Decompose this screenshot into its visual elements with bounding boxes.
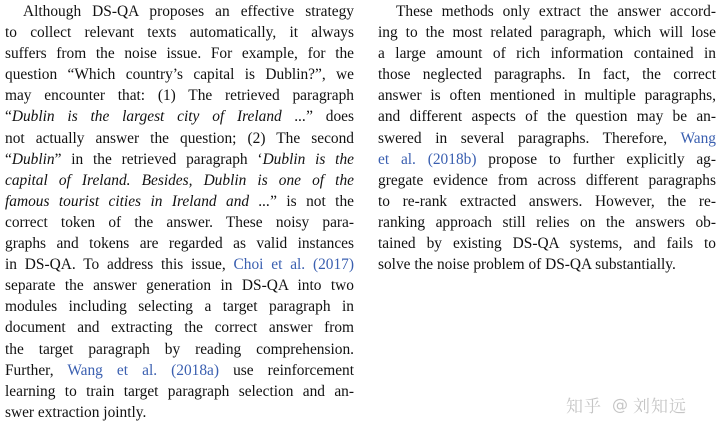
text-line: suffers from the noise issue. For example, for the bbox=[5, 45, 354, 63]
watermark-at: @ bbox=[612, 395, 629, 414]
text-line: to re-rank extracted answers. However, the re- bbox=[378, 192, 716, 210]
citation-link[interactable]: Choi et al. (2017) bbox=[233, 256, 354, 274]
text-line: These methods only extract the answer accord- bbox=[396, 3, 716, 20]
text-line: “Dublin is the largest city of Ireland ...” does bbox=[5, 108, 354, 126]
zhihu-watermark bbox=[566, 392, 687, 417]
text-line: learning to train target paragraph selection and an- bbox=[5, 382, 354, 400]
italic-text: famous tourist cities in Ireland and ... bbox=[5, 192, 271, 210]
watermark-site: 知乎 bbox=[566, 397, 602, 417]
text-line: “Dublin” in the retrieved paragraph ‘Dublin is the bbox=[5, 150, 354, 168]
text-line: modules including selecting a target paragraph in bbox=[5, 298, 354, 316]
text-line: not actually answer the question; (2) The second bbox=[5, 129, 354, 147]
italic-text: Dublin bbox=[11, 150, 55, 168]
text-line: the target paragraph by reading comprehension. bbox=[5, 340, 354, 358]
text-line: document and extracting the correct answer from bbox=[5, 319, 354, 337]
text-line: swered in several paragraphs. Therefore, Wang bbox=[378, 129, 716, 147]
text-line: et al. (2018b) propose to further explicitly ag- bbox=[378, 150, 717, 168]
text-line: and different aspects of the question may be an- bbox=[378, 108, 716, 126]
text-line bbox=[5, 170, 354, 191]
text-line: gregate evidence from across different paragraphs bbox=[378, 171, 716, 189]
text-line: answer is often mentioned in multiple paragraphs, bbox=[378, 87, 716, 105]
text-line: famous tourist cities in Ireland and ...” is not the bbox=[5, 192, 354, 210]
text-line: those neglected paragraphs. In fact, the correct bbox=[378, 66, 716, 84]
text-line: ing to the most related paragraph, which will lose bbox=[378, 24, 716, 42]
text-line: to collect relevant texts automatically, it always bbox=[5, 24, 354, 42]
text-line: solve the noise problem of DS-QA substantially. bbox=[378, 256, 676, 274]
right-column bbox=[378, 1, 716, 275]
italic-text: Dublin is the largest city of Ireland ... bbox=[11, 108, 307, 126]
italic-text: capital of Ireland. Besides, Dublin is one of the bbox=[5, 171, 354, 189]
watermark-author: 刘知远 bbox=[633, 397, 687, 417]
italic-text: Dublin is the bbox=[262, 150, 354, 168]
text-line: separate the answer generation in DS-QA into two bbox=[5, 277, 354, 295]
text-line: Further, Wang et al. (2018a) use reinforcement bbox=[5, 361, 354, 379]
text-line: correct token of the answer. These noisy para- bbox=[5, 213, 354, 231]
text-line: may encounter that: (1) The retrieved paragraph bbox=[5, 87, 354, 105]
text-line: ranking approach still relies on the answers ob- bbox=[378, 213, 716, 231]
text-line: question “Which country’s capital is Dublin?”, we bbox=[5, 66, 354, 84]
citation-link[interactable]: et al. (2018b) bbox=[378, 150, 477, 168]
text-line: tained by existing DS-QA systems, and fails to bbox=[378, 235, 716, 253]
text-line: in DS-QA. To address this issue, Choi et al. (2017) bbox=[5, 256, 354, 274]
text-line: graphs and tokens are regarded as valid instances bbox=[5, 235, 354, 253]
text-line: Although DS-QA proposes an effective strategy bbox=[23, 3, 354, 20]
citation-link[interactable]: Wang et al. (2018a) bbox=[67, 361, 220, 379]
text-line: a large amount of rich information contained in bbox=[378, 45, 716, 63]
left-column bbox=[5, 1, 354, 423]
citation-link[interactable]: Wang bbox=[680, 129, 716, 147]
text-line: swer extraction jointly. bbox=[5, 403, 147, 421]
